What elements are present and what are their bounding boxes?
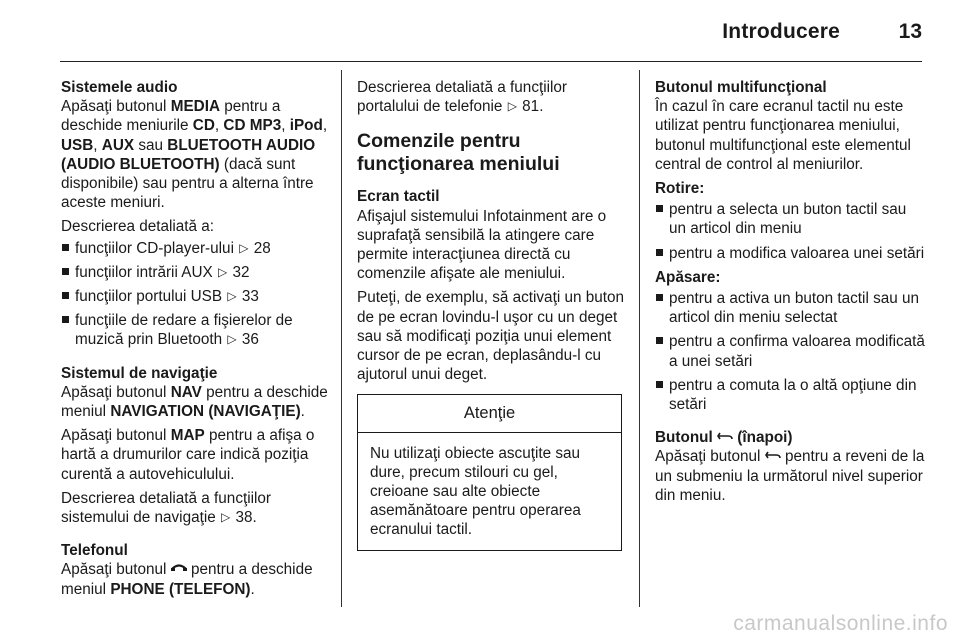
- chapter-title: Introducere: [722, 20, 840, 43]
- column-3: [655, 78, 925, 505]
- caution-title: Atenţie: [358, 395, 621, 432]
- section-title-multifunction: Butonul multifuncţional: [655, 79, 827, 96]
- bullet-icon: [656, 205, 663, 212]
- list-item: pentru a activa un buton tactil sau un articol din meniu selectat: [655, 289, 925, 327]
- rotate-title: Rotire:: [655, 180, 705, 198]
- watermark: carmanualsonline.info: [733, 612, 948, 635]
- bullet-icon: [62, 316, 69, 323]
- list-item: funcţiilor portului USB ▷ 33: [61, 287, 329, 306]
- caution-body: Nu utilizaţi obiecte ascuţite sau dure, precum stilouri cu gel, creioane sau alte obiecte asemănătoare pentru operarea ecranului tactil.: [370, 444, 581, 539]
- column-1: [61, 78, 329, 599]
- list-item: pentru a comuta la o altă opţiune din setări: [655, 376, 925, 414]
- page-header: [0, 0, 960, 62]
- media-button-label: MEDIA: [170, 98, 221, 116]
- triangle-ref-icon: ▷: [227, 289, 237, 304]
- bullet-icon: [62, 292, 69, 299]
- nav-paragraph-1: Apăsaţi butonul NAV pentru a deschide meniul NAVIGATION (NAVIGAŢIE).: [61, 383, 328, 421]
- triangle-ref-icon: ▷: [217, 264, 228, 279]
- bullet-icon: [62, 244, 69, 251]
- phone-paragraph: Apăsaţi butonul pentru a deschide meniul PHONE (TELEFON).: [61, 561, 313, 598]
- column-divider-2: [639, 70, 640, 607]
- audio-paragraph: Apăsaţi butonul MEDIA pentru a deschide meniurile CD, CD MP3, iPod, USB, AUX sau BLUETOOTH AUDIO (AUDIO BLUETOOTH) (dacă sunt disponibile) sau pentru a alterna între aceste meniuri.: [61, 98, 328, 212]
- list-item: funcţiile de redare a fişierelor de muzică prin Bluetooth ▷ 36: [61, 311, 329, 349]
- page-number: 13: [898, 20, 922, 43]
- multi-paragraph: În cazul în care ecranul tactil nu este utilizat pentru funcţionarea meniului, butonul multifuncţional este elementul central de control al meniurilor.: [655, 98, 911, 173]
- list-item: pentru a modifica valoarea unei setări: [655, 244, 925, 263]
- bullet-icon: [656, 337, 663, 344]
- bullet-icon: [656, 381, 663, 388]
- nav-paragraph-3: Descrierea detaliată a funcţiilor sistemului de navigaţie ▷ 38.: [61, 489, 272, 527]
- column-2: [357, 78, 625, 551]
- header-rule: [60, 61, 922, 62]
- touch-paragraph-2: Puteţi, de exemplu, să activaţi un buton de pe ecran lovindu-l uşor cu un deget sau să modificaţi poziţia unui element cursor de pe ecran, deplasându-l cu ajutorul unui deget.: [357, 289, 625, 384]
- triangle-ref-icon: ▷: [227, 332, 237, 347]
- back-arrow-icon: [765, 450, 781, 460]
- bullet-icon: [62, 268, 69, 275]
- back-arrow-icon: [717, 431, 733, 441]
- section-title-audio: Sistemele audio: [61, 79, 178, 96]
- nav-paragraph-2: Apăsaţi butonul MAP pentru a afişa o hartă a drumurilor care indică poziţia curentă a autovehiculului.: [61, 427, 315, 483]
- section-title-touchscreen: Ecran tactil: [357, 188, 440, 206]
- list-item: pentru a selecta un buton tactil sau un articol din meniu: [655, 200, 925, 238]
- press-list: [655, 289, 925, 414]
- triangle-ref-icon: ▷: [507, 99, 517, 114]
- bullet-icon: [656, 249, 663, 256]
- audio-desc: Descrierea detaliată a:: [61, 218, 215, 236]
- list-item: pentru a confirma valoarea modificată a unei setări: [655, 332, 925, 370]
- triangle-ref-icon: ▷: [221, 510, 231, 525]
- section-heading-menu-controls: Comenzile pentru funcţionarea meniului: [357, 130, 560, 176]
- section-title-phone: Telefonul: [61, 542, 128, 560]
- rotate-list: [655, 200, 925, 263]
- column-divider-1: [341, 70, 342, 607]
- caution-box: [357, 394, 622, 550]
- list-item: funcţiilor CD-player-ului ▷ 28: [61, 239, 329, 258]
- touch-paragraph-1: Afişajul sistemului Infotainment are o suprafaţă sensibilă la atingere care permite interacţiunea directă cu comenzile afişate ale meniului.: [357, 207, 607, 283]
- triangle-ref-icon: ▷: [239, 240, 249, 255]
- phone-portal-paragraph: Descrierea detaliată a funcţiilor portalului de telefonie ▷ 81.: [357, 79, 568, 116]
- audio-feature-list: [61, 239, 329, 350]
- press-title: Apăsare:: [655, 268, 721, 286]
- back-paragraph: Apăsaţi butonul pentru a reveni de la un submeniu la următorul nivel superior din meniu.: [655, 448, 925, 504]
- phone-icon: [171, 563, 187, 573]
- bullet-icon: [656, 294, 663, 301]
- list-item: funcţiilor intrării AUX ▷ 32: [61, 263, 329, 282]
- section-title-navigation: Sistemul de navigaţie: [61, 364, 218, 382]
- section-title-back: Butonul (înapoi): [655, 429, 793, 447]
